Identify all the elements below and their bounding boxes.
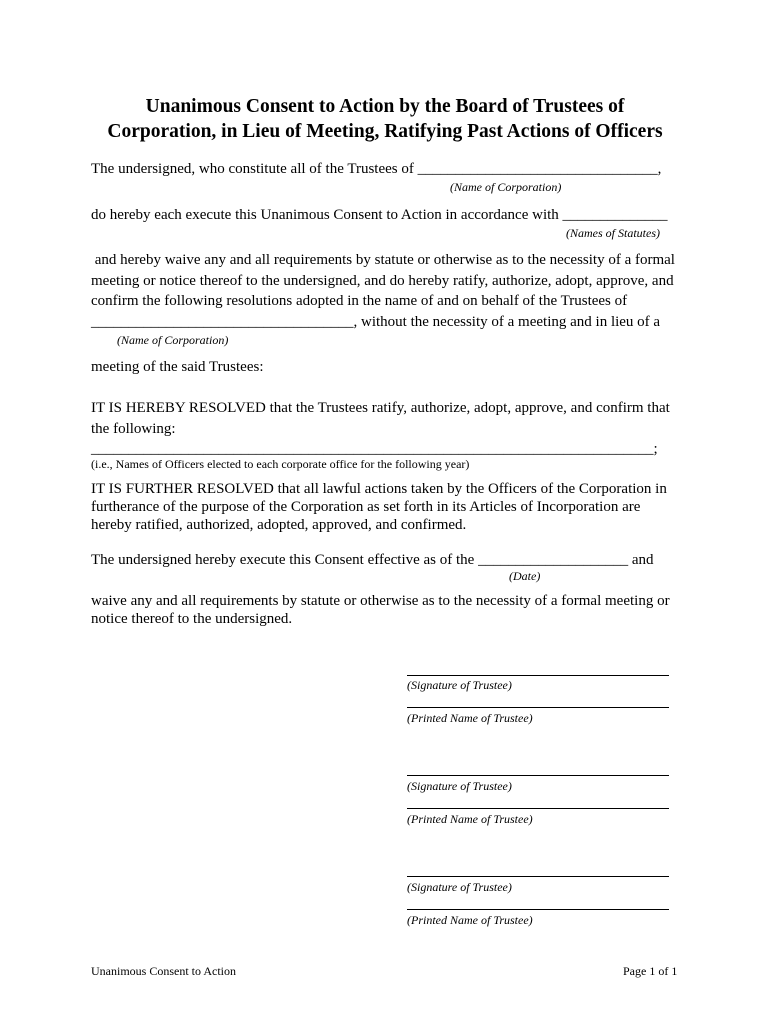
signature-caption-2: (Signature of Trustee) bbox=[407, 779, 512, 793]
title-line-1: Unanimous Consent to Action by the Board of Trustees of bbox=[145, 96, 625, 117]
caption-name-of-corporation: (Name of Corporation) bbox=[450, 180, 562, 194]
resolution-2-line-1: IT IS FURTHER RESOLVED that all lawful actions taken by the Officers of the Corporation in bbox=[91, 481, 667, 497]
paragraph-waive-final-line-2: notice thereof to the undersigned. bbox=[91, 611, 293, 627]
resolution-1-line-2: the following: bbox=[91, 421, 176, 437]
signature-line-3[interactable] bbox=[407, 876, 669, 877]
title-line-2: Corporation, in Lieu of Meeting, Ratifying Past Actions of Officers bbox=[107, 121, 663, 142]
paragraph-trustees: The undersigned, who constitute all of the Trustees of ________________________________, bbox=[91, 161, 662, 177]
caption-date: (Date) bbox=[509, 569, 541, 583]
signature-caption-3: (Signature of Trustee) bbox=[407, 880, 512, 894]
signature-caption-1: (Signature of Trustee) bbox=[407, 678, 512, 692]
caption-names-of-statutes: (Names of Statutes) bbox=[566, 226, 660, 240]
printed-name-line-2[interactable] bbox=[407, 808, 669, 809]
resolution-2-line-3: hereby ratified, authorized, adopted, approved, and confirmed. bbox=[91, 517, 467, 533]
printed-name-line-3[interactable] bbox=[407, 909, 669, 910]
resolution-2-line-2: furtherance of the purpose of the Corporation as set forth in its Articles of Incorporation are bbox=[91, 499, 641, 515]
signature-line-1[interactable] bbox=[407, 675, 669, 676]
caption-name-of-corporation-2: (Name of Corporation) bbox=[117, 333, 229, 347]
footer-title: Unanimous Consent to Action bbox=[91, 964, 236, 978]
paragraph-meeting: meeting of the said Trustees: bbox=[91, 359, 264, 375]
signature-line-2[interactable] bbox=[407, 775, 669, 776]
printed-name-line-1[interactable] bbox=[407, 707, 669, 708]
officers-blank-line: ___________________________________________________________________________; bbox=[91, 441, 658, 457]
paragraph-waive-line-4: ___________________________________, without the necessity of a meeting and in lieu of a bbox=[91, 314, 661, 330]
caption-officers: (i.e., Names of Officers elected to each corporate office for the following year) bbox=[91, 457, 470, 471]
printed-name-caption-3: (Printed Name of Trustee) bbox=[407, 913, 533, 927]
printed-name-caption-1: (Printed Name of Trustee) bbox=[407, 711, 533, 725]
paragraph-waive-final-line-1: waive any and all requirements by statute or otherwise as to the necessity of a formal meeting or bbox=[91, 593, 670, 609]
paragraph-effective-date: The undersigned hereby execute this Consent effective as of the ____________________ and bbox=[91, 552, 654, 568]
paragraph-waive-line-3: confirm the following resolutions adopted in the name of and on behalf of the Trustees of bbox=[91, 293, 628, 309]
paragraph-waive-line-1: and hereby waive any and all requirements by statute or otherwise as to the necessity of a formal bbox=[91, 252, 675, 268]
printed-name-caption-2: (Printed Name of Trustee) bbox=[407, 812, 533, 826]
footer-page-number: Page 1 of 1 bbox=[623, 964, 678, 978]
paragraph-waive-line-2: meeting or notice thereof to the undersigned, and do hereby ratify, authorize, adopt, approve, and bbox=[91, 273, 674, 289]
resolution-1-line-1: IT IS HEREBY RESOLVED that the Trustees ratify, authorize, adopt, approve, and confirm that bbox=[91, 400, 670, 416]
paragraph-execute-consent: do hereby each execute this Unanimous Consent to Action in accordance with ______________ bbox=[91, 207, 668, 223]
